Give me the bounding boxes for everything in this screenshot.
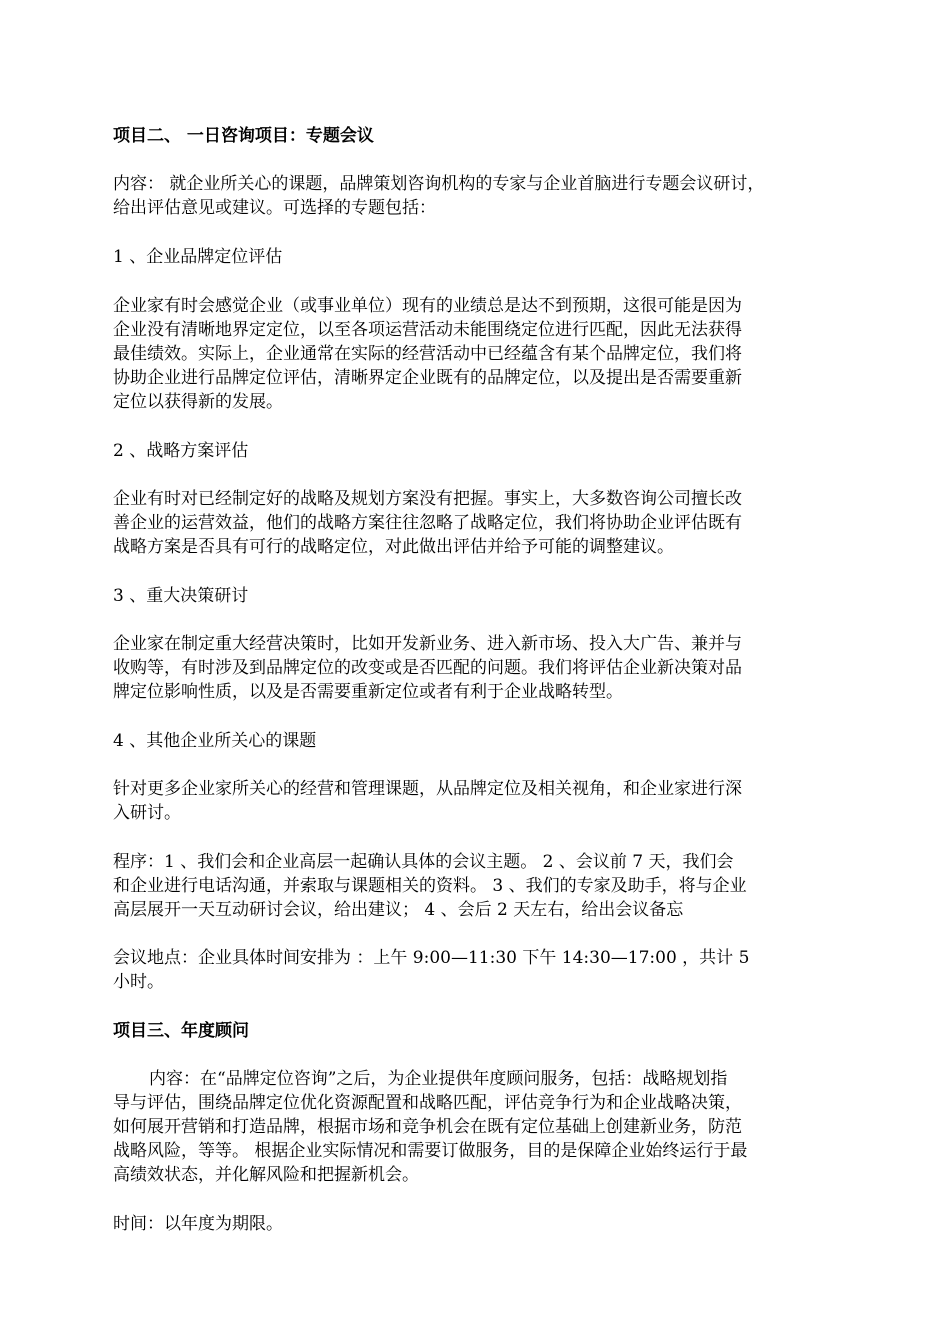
item4-title: 4 、其他企业所关心的课题 [113, 731, 317, 751]
item4-body [113, 777, 841, 825]
text-line: 给出评估意见或建议。可选择的专题包括： [113, 198, 436, 218]
item2-body [113, 487, 841, 559]
item2-title: 2 、战略方案评估 [113, 441, 249, 461]
text-line: 协助企业进行品牌定位评估，清晰界定企业既有的品牌定位，以及提出是否需要重新 [113, 368, 742, 388]
text-line: 入研讨。 [113, 803, 181, 823]
text-line: 牌定位影响性质，以及是否需要重新定位或者有利于企业战略转型。 [113, 682, 623, 702]
text-line: 导与评估，围绕品牌定位优化资源配置和战略匹配，评估竞争行为和企业战略决策， [113, 1093, 742, 1113]
text-line: 高绩效状态，并化解风险和把握新机会。 [113, 1165, 419, 1185]
item3-title: 3 、重大决策研讨 [113, 586, 249, 606]
meeting-location [113, 946, 841, 994]
text-line: 企业家有时会感觉企业（或事业单位）现有的业绩总是达不到预期，这很可能是因为 [113, 296, 742, 316]
section3-title: 项目三、年度顾问 [113, 1021, 249, 1041]
section3-body [113, 1067, 841, 1187]
text-line: 企业有时对已经制定好的战略及规划方案没有把握。事实上，大多数咨询公司擅长改 [113, 489, 742, 509]
text-line: 定位以获得新的发展。 [113, 392, 283, 412]
text-line: 收购等，有时涉及到品牌定位的改变或是否匹配的问题。我们将评估企业新决策对品 [113, 658, 742, 678]
text-line: 程序：1 、我们会和企业高层一起确认具体的会议主题。 2 、会议前 7 天，我们会 [113, 852, 734, 872]
text-line: 高层展开一天互动研讨会议，给出建议； 4 、会后 2 天左右，给出会议备忘 [113, 900, 684, 920]
section2-title: 项目二、 一日咨询项目：专题会议 [113, 126, 374, 146]
procedure [113, 850, 841, 922]
text-line: 如何展开营销和打造品牌，根据市场和竞争机会在既有定位基础上创建新业务，防范 [113, 1117, 742, 1137]
text-line: 善企业的运营效益，他们的战略方案往往忽略了战略定位，我们将协助企业评估既有 [113, 513, 742, 533]
section2-intro [113, 172, 841, 220]
item1-body [113, 294, 841, 414]
text-line: 战略风险，等等。 根据企业实际情况和需要订做服务，目的是保障企业始终运行于最 [113, 1141, 748, 1161]
text-line: 和企业进行电话沟通，并索取与课题相关的资料。 3 、我们的专家及助手，将与企业 [113, 876, 747, 896]
text-line: 内容：在“品牌定位咨询”之后，为企业提供年度顾问服务，包括：战略规划指 [149, 1069, 728, 1089]
item3-body [113, 632, 841, 704]
text-line: 企业家在制定重大经营决策时，比如开发新业务、进入新市场、投入大广告、兼并与 [113, 634, 742, 654]
text-line: 最佳绩效。实际上，企业通常在实际的经营活动中已经蕴含有某个品牌定位，我们将 [113, 344, 742, 364]
text-line: 内容： 就企业所关心的课题，品牌策划咨询机构的专家与企业首脑进行专题会议研讨， [113, 174, 765, 194]
text-line: 小时。 [113, 972, 164, 992]
text-line: 会议地点：企业具体时间安排为 ：上午 9:00—11:30 下午 14:30—17:00 ，共计 5 [113, 948, 750, 968]
text-line: 针对更多企业家所关心的经营和管理课题，从品牌定位及相关视角，和企业家进行深 [113, 779, 742, 799]
text-line: 战略方案是否具有可行的战略定位，对此做出评估并给予可能的调整建议。 [113, 537, 674, 557]
text-line: 企业没有清晰地界定定位，以至各项运营活动未能围绕定位进行匹配，因此无法获得 [113, 320, 742, 340]
time-limit: 时间：以年度为期限。 [113, 1214, 283, 1234]
item1-title: 1 、企业品牌定位评估 [113, 247, 283, 267]
